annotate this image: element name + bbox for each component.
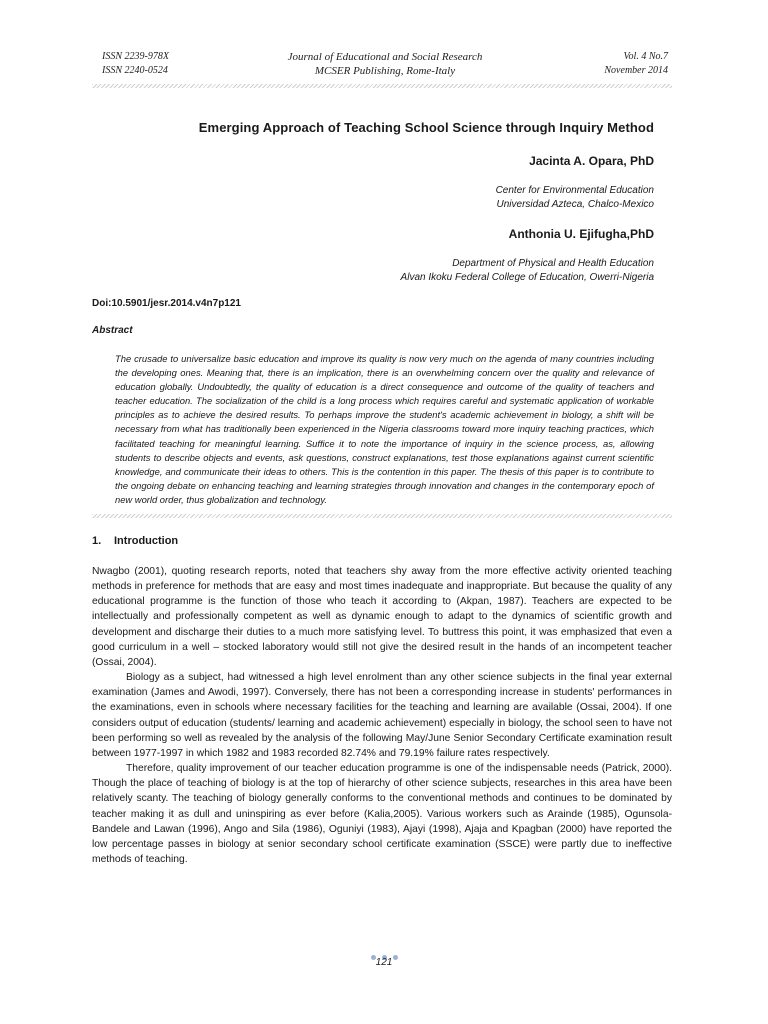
running-header: [102, 50, 668, 84]
affiliation-line: Alvan Ikoku Federal College of Education, Owerri-Nigeria: [400, 272, 654, 283]
issn-print: ISSN 2239-978X: [102, 51, 169, 62]
section-title: Introduction: [114, 535, 179, 547]
section-body: [92, 564, 672, 867]
abstract-divider: [92, 514, 672, 518]
abstract-heading: Abstract: [92, 325, 133, 336]
doi: Doi:10.5901/jesr.2014.v4n7p121: [92, 298, 241, 309]
article-title: Emerging Approach of Teaching School Science through Inquiry Method: [198, 120, 654, 135]
author-affiliation: [92, 257, 654, 285]
affiliation-line: Center for Environmental Education: [495, 185, 654, 196]
volume: Vol. 4 No.7: [623, 51, 668, 62]
issue-block: [604, 50, 668, 78]
journal-name: Journal of Educational and Social Research: [287, 51, 483, 63]
affiliation-line: Universidad Azteca, Chalco-Mexico: [496, 199, 654, 210]
author-name: Anthonia U. Ejifugha,PhD: [508, 227, 654, 241]
header-divider: [92, 84, 672, 88]
paragraph: Biology as a subject, had witnessed a high level enrolment than any other science subjects in the final year external examination (James and Awodi, 1997). Conversely, there has not been a corresponding increase in students' performances in the examinations, even in schools where necessary facilities for the teaching and learning are available (Ossai, 2004). If one considers output of education (students/ learning and academic achievement) especially in biology, the school seen to have not been performing so well as revealed by the analysis of the following May/June Senior Secondary Certificate examination result between 1977-1997 in which 1982 and 1983 recorded 82.74% and 79.19% failure rates respectively.: [92, 672, 672, 759]
abstract-text: The crusade to universalize basic education and improve its quality is now very much on the agenda of many countries including the developing ones. Meaning that, there is an implication, there is an overwhelming concern over the quality and relevance of education globally. Undoubtedly, the quality of education is a direct consequence and outcome of the quality of teachers and teacher education. The socialization of the child is a long process which requires careful and systematic application of workable principles as to achieve the desired results. To perhaps improve the student's academic achievement in biology, a shift will be necessary from what has traditionally been experienced in the Nigeria classrooms toward more inquiry teaching practices, which facilitated teaching for meaningful learning. Suffice it to note the importance of inquiry in the science process, as, allowing students to describe objects and events, ask questions, construct explanations, test those explanations against current scientific knowledge, and communicate their ideas to others. This is the contention in this paper. The thesis of this paper is to contribute to the ongoing debate on enhancing teaching and learning strategies through innovation and changes in the contemporary epoch of new world order, thus globalization and technology.: [115, 353, 654, 505]
affiliation-line: Department of Physical and Health Education: [452, 258, 654, 269]
page-number: 121: [375, 957, 393, 968]
author-affiliation: [92, 184, 654, 212]
section-heading: [92, 535, 178, 547]
author-name: Jacinta A. Opara, PhD: [529, 154, 654, 168]
paragraph: Therefore, quality improvement of our teacher education programme is one of the indispensable needs (Patrick, 2000). Though the place of teaching of biology is at the top of hierarchy of other science subjects, researches in this area have been relatively scanty. The teaching of biology generally conforms to the conventional methods and continues to be dominated by teacher making it as dull and uninspiring as ever before (Kalia,2005). Various workers such as Arainde (1985), Ogunsola- Bandele and Lawan (1996), Ango and Sila (1986), Oguniyi (1983), Ajayi (1998), Ajaja and Kpagban (2000) have reported the low percentage passes in biology at senior secondary school certificate examination (SSCE) were partly due to ineffective methods of teaching.: [92, 763, 672, 865]
section-number: 1.: [92, 535, 102, 547]
journal-block: [102, 50, 668, 78]
issue-date: November 2014: [604, 65, 668, 76]
publisher: MCSER Publishing, Rome-Italy: [314, 65, 456, 77]
issn-online: ISSN 2240-0524: [102, 65, 168, 76]
paragraph: Nwagbo (2001), quoting research reports, noted that teachers shy away from the more effective activity oriented teaching methods in preference for methods that are easy and most times inadequate and inappropriate. But because the quality of any educational programme is the function of those who teach it according to (Akpan, 1987). Teachers are expected to be intellectually and professionally competent as well as dynamic enough to adapt to the dynamics of scientific growth and development and discharge their duties to a much more satisfying level. To buttress this point, it was emphasized that even a good curriculum in a well – stocked laboratory would still not give the desired result in the hands of an incompetent teacher (Ossai, 2004).: [92, 566, 672, 668]
